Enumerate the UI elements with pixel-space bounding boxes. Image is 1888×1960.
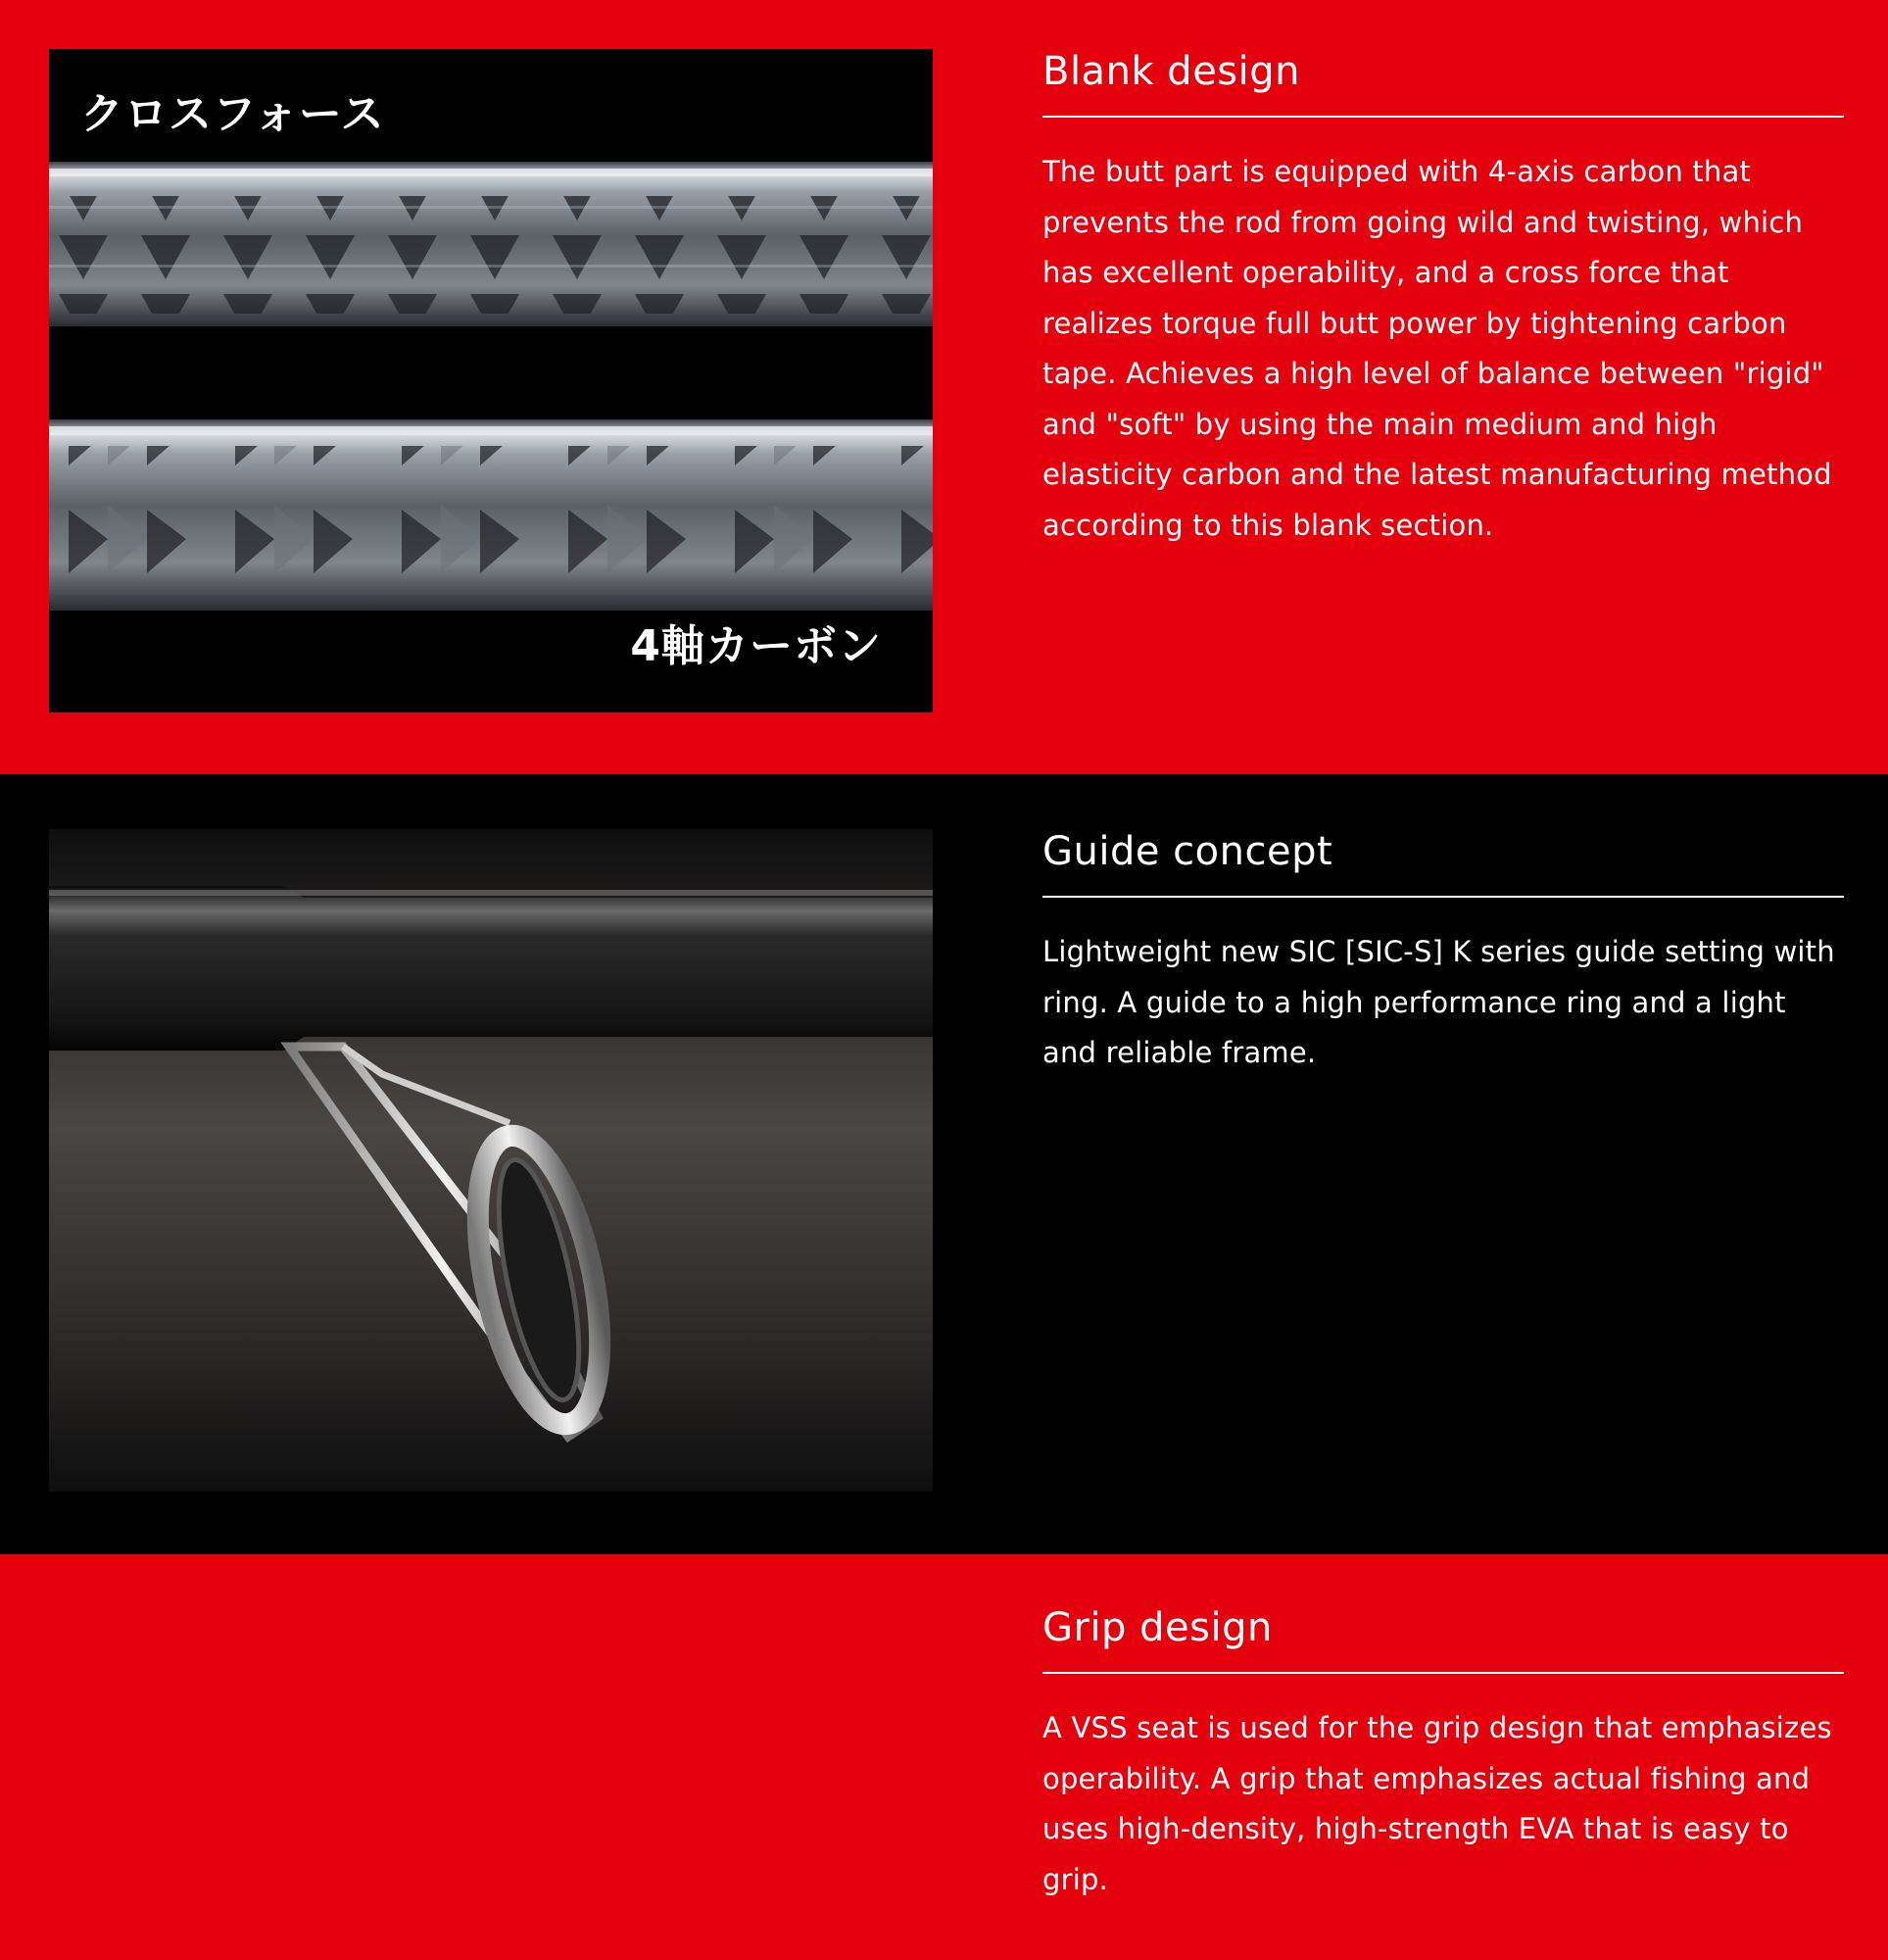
blank-design-heading: Blank design bbox=[1042, 49, 1300, 94]
blank-design-section bbox=[0, 0, 1888, 774]
rod-guide-illustration bbox=[49, 829, 933, 1492]
guide-concept-text bbox=[1042, 829, 1844, 1079]
blank-design-body: The butt part is equipped with 4-axis carbon that prevents the rod from going wild and twisting, which has excellent operability, and a cross force that realizes torque full butt power by tightening carbon tape. Achieves a high level of balance between "rigid" and "soft" by using the main medium and high elasticity carbon and the latest manufacturing method according to this blank section. bbox=[1042, 155, 1832, 542]
guide-photo bbox=[49, 829, 933, 1492]
blank-carbon-photo bbox=[49, 49, 933, 712]
guide-concept-heading: Guide concept bbox=[1042, 829, 1333, 874]
four-axis-carbon-label: 4軸カーボン bbox=[630, 621, 882, 671]
guide-concept-section bbox=[0, 774, 1888, 1554]
grip-design-heading: Grip design bbox=[1042, 1605, 1273, 1650]
guide-concept-body: Lightweight new SIC [SIC-S] K series guide setting with ring. A guide to a high performance ring and a light and reliable frame. bbox=[1042, 935, 1835, 1069]
heading-divider bbox=[1042, 1672, 1844, 1674]
heading-divider bbox=[1042, 896, 1844, 898]
cross-force-label: クロスフォース bbox=[80, 89, 385, 139]
grip-design-body: A VSS seat is used for the grip design that emphasizes operability. A grip that emphasizes actual fishing and uses high-density, high-strength EVA that is easy to grip. bbox=[1042, 1711, 1832, 1896]
heading-divider bbox=[1042, 116, 1844, 118]
grip-design-section bbox=[0, 1554, 1888, 1960]
blank-design-text bbox=[1042, 49, 1844, 551]
grip-design-text bbox=[1042, 1605, 1844, 1905]
